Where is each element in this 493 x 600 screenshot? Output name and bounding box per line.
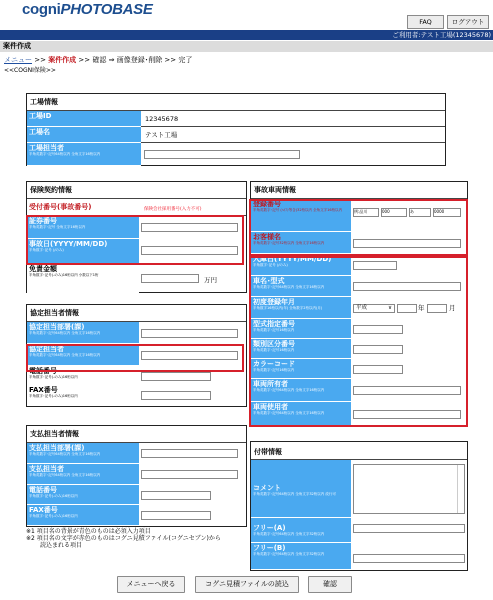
comment-hint: 半角英数字･記号64桁以内 全角文字32桁以内 改行可 (253, 492, 336, 496)
back-to-menu-button[interactable]: メニューへ戻る (117, 576, 185, 593)
confirm-button[interactable]: 確認 (308, 576, 352, 593)
color-code-input[interactable] (353, 365, 403, 374)
adjuster-dept-input[interactable] (141, 329, 238, 338)
accident-date-label-text: 事故日(YYYY/MM/DD) (29, 240, 108, 248)
section-title: 案件作成 (3, 42, 31, 50)
adjuster-title: 協定担当者情報 (27, 305, 246, 322)
policy-number-input[interactable] (141, 223, 238, 232)
factory-panel (26, 93, 446, 166)
factory-id-value: 12345678 (145, 115, 179, 123)
payer-panel (26, 425, 247, 527)
adjuster-dept-label-text: 協定担当部署(課) (29, 323, 85, 331)
policy-hint: 半角英数字･記号 全角文字16桁以内 (29, 225, 86, 229)
model-label (251, 276, 351, 297)
deductible-hint: 半角数字･記号(-のみ)16桁以内 小数以下1桁 (29, 273, 99, 277)
free-a-hint: 半角英数字･記号64桁以内 全角文字32桁以内 (253, 532, 325, 536)
payer-phone-label (27, 485, 139, 505)
customer-name-label (251, 232, 351, 254)
era-select[interactable] (353, 304, 395, 313)
model-hint: 半角英数字･記号64桁以内 全角文字16桁以内 (253, 285, 325, 289)
breadcrumb-sep: >> (32, 56, 49, 64)
reg-class-placeholder: 000 (382, 209, 390, 214)
comment-textarea[interactable] (353, 464, 465, 514)
adjuster-dept-hint: 半角英数字･記号64桁以内 全角文字16桁以内 (29, 331, 101, 335)
factory-id-label: 工場ID (27, 111, 141, 127)
accident-date-input[interactable] (141, 246, 238, 255)
first-reg-label (251, 297, 351, 319)
insurer-subtitle: <<COGNI保険>> (4, 67, 56, 74)
logo (22, 1, 153, 18)
reg-serial-input[interactable] (433, 208, 461, 217)
receipt-label: 受付番号(事故番号) (27, 199, 139, 216)
payer-fax-input[interactable] (141, 511, 211, 520)
type-number-label-text: 型式指定番号 (253, 320, 295, 328)
adjuster-person-label (27, 344, 139, 366)
payer-phone-input[interactable] (141, 491, 211, 500)
customer-name-hint: 半角英数字･記号32桁以内 全角文字16桁以内 (253, 241, 325, 245)
month-unit: 月 (449, 304, 456, 312)
breadcrumb-menu-link[interactable]: メニュー (4, 56, 32, 64)
adjuster-fax-label (27, 385, 139, 406)
receipt-row (27, 199, 246, 216)
type-number-hint: 半角英数字･記号16桁以内 (253, 328, 295, 332)
user-info: ご利用者:テスト工場(12345678) (392, 31, 491, 39)
type-number-label (251, 319, 351, 339)
free-b-label (251, 543, 351, 570)
model-input[interactable] (353, 282, 461, 291)
logo-cogni-text: cogni (22, 1, 61, 18)
factory-name-label: 工場名 (27, 127, 141, 143)
reg-class-input[interactable] (381, 208, 407, 217)
payer-fax-label-text: FAX番号 (29, 506, 58, 514)
payer-dept-input[interactable] (141, 449, 238, 458)
adjuster-fax-hint: 半角数字･記号(-のみ)16桁以内 (29, 394, 78, 398)
vehicle-owner-input[interactable] (353, 386, 461, 395)
receipt-note: 保険会社採用番号(入力不可) (144, 207, 202, 212)
logo-photobase-text: PHOTOBASE (60, 1, 153, 18)
insurance-title: 保険契約情報 (27, 182, 246, 199)
adjuster-dept-label (27, 322, 139, 344)
reg-region-input[interactable] (353, 208, 379, 217)
factory-title: 工場情報 (27, 94, 445, 111)
adjuster-phone-hint: 半角数字･記号(-のみ)16桁以内 (29, 375, 78, 379)
entry-date-label-text: 入庫日(YYYY/MM/DD) (253, 255, 332, 263)
reg-number-label-text: 登録番号 (253, 200, 281, 208)
adjuster-phone-label (27, 366, 139, 385)
adjuster-person-label-text: 協定担当者 (29, 345, 64, 353)
breadcrumb (4, 55, 192, 65)
vehicle-user-label (251, 402, 351, 426)
class-number-hint: 半角英数字･記号16桁以内 (253, 348, 295, 352)
breadcrumb-arrow: ⇒ (106, 56, 117, 64)
breadcrumb-images: 画像登録･削除 (116, 56, 163, 64)
extra-panel (250, 441, 468, 571)
first-reg-month-input[interactable] (427, 304, 447, 313)
free-b-input[interactable] (353, 554, 465, 563)
deductible-label-text: 免責金額 (29, 265, 57, 273)
policy-label (27, 216, 139, 239)
free-b-label-text: フリー(B) (253, 544, 286, 552)
entry-date-input[interactable] (353, 261, 397, 270)
first-reg-hint: 半角数字16桁以内(年) 全角数字2桁以内(月) (253, 306, 323, 310)
note-required: ※1 項目名の背景が青色のものは必須入力項目 (26, 528, 151, 535)
class-number-input[interactable] (353, 345, 403, 354)
payer-phone-label-text: 電話番号 (29, 486, 57, 494)
breadcrumb-sep: >> (162, 56, 179, 64)
payer-fax-hint: 半角数字･記号(-のみ)16桁以内 (29, 514, 78, 518)
payer-person-label (27, 464, 139, 485)
policy-label-text: 証券番号 (29, 217, 57, 225)
first-reg-year-input[interactable] (397, 304, 417, 313)
faq-button[interactable]: FAQ (407, 15, 444, 29)
payer-dept-hint: 半角英数字･記号64桁以内 全角文字16桁以内 (29, 452, 101, 456)
free-b-hint: 半角英数字･記号64桁以内 全角文字32桁以内 (253, 552, 325, 556)
logout-button[interactable]: ログアウト (447, 15, 489, 29)
payer-person-label-text: 支払担当者 (29, 465, 64, 473)
vehicle-title: 事故車両情報 (251, 182, 467, 199)
entry-date-label (251, 254, 351, 276)
first-reg-label-text: 初度登録年月 (253, 298, 295, 306)
load-cogni-file-button[interactable]: コグニ見積ファイルの読込 (195, 576, 299, 593)
user-bar (0, 30, 493, 40)
free-a-label (251, 518, 351, 543)
vehicle-user-hint: 半角英数字･記号64桁以内 全角文字16桁以内 (253, 411, 325, 415)
class-number-label (251, 339, 351, 359)
adjuster-panel (26, 304, 247, 407)
color-code-hint: 半角英数字･記号16桁以内 (253, 368, 295, 372)
factory-person-hint: 半角英数字･記号64桁以内 全角文字16桁以内 (29, 152, 101, 156)
accident-date-label (27, 239, 139, 264)
free-a-input[interactable] (353, 524, 465, 533)
reg-region-placeholder: 例:品川 (354, 209, 368, 214)
accident-date-hint: 半角数字･記号 (/のみ) (29, 248, 64, 252)
entry-date-hint: 半角数字･記号 (/のみ) (253, 263, 288, 267)
vehicle-panel (250, 181, 468, 427)
payer-fax-label (27, 505, 139, 526)
reg-serial-placeholder: 0000 (434, 209, 445, 214)
type-number-input[interactable] (353, 325, 403, 334)
note-cogni-file-cont: 読込まれる項目 (40, 542, 83, 549)
deductible-input[interactable] (141, 274, 199, 283)
customer-name-input[interactable] (353, 239, 461, 248)
year-unit: 年 (418, 304, 425, 312)
color-code-label-text: カラーコード (253, 360, 295, 368)
model-label-text: 車名･型式 (253, 277, 285, 285)
reg-kana-placeholder: あ (410, 209, 414, 214)
customer-name-label-text: お客様名 (253, 233, 281, 241)
breadcrumb-done: 完了 (178, 56, 193, 64)
era-value: 平成 (356, 305, 368, 311)
adjuster-person-input[interactable] (141, 351, 238, 360)
chevron-down-icon: ∨ (387, 305, 392, 311)
adjuster-fax-input[interactable] (141, 391, 211, 400)
payer-person-hint: 半角英数字･記号64桁以内 全角文字16桁以内 (29, 473, 101, 477)
vehicle-user-input[interactable] (353, 410, 461, 419)
adjuster-fax-label-text: FAX番号 (29, 386, 58, 394)
reg-number-hint: 半角英数字･記号 (ﾊｲﾌﾝ等含)32桁以内 全角文字16桁以内 (253, 208, 343, 212)
vehicle-owner-hint: 半角英数字･記号64桁以内 全角文字16桁以内 (253, 388, 325, 392)
breadcrumb-confirm: 確認 (92, 56, 107, 64)
section-title-bar (0, 41, 493, 52)
factory-person-input[interactable] (144, 150, 300, 159)
deductible-unit: 万円 (204, 276, 217, 284)
factory-person-label-text: 工場担当者 (29, 144, 64, 152)
insurance-panel (26, 181, 247, 293)
reg-kana-input[interactable] (409, 208, 431, 217)
comment-label (251, 460, 351, 518)
comment-label-text: コメント (253, 484, 281, 492)
adjuster-person-hint: 半角英数字･記号64桁以内 全角文字16桁以内 (29, 353, 101, 357)
factory-person-label (27, 143, 141, 166)
class-number-label-text: 類別区分番号 (253, 340, 295, 348)
note-cogni-file: ※2 項目名の文字が赤色のものはコグニ見積ファイル(コグニセブン)から (26, 535, 221, 542)
comment-scrollbar[interactable] (457, 465, 464, 513)
vehicle-user-label-text: 車両使用者 (253, 403, 288, 411)
payer-title: 支払担当者情報 (27, 426, 246, 443)
vehicle-owner-label-text: 車両所有者 (253, 380, 288, 388)
vehicle-owner-label (251, 379, 351, 402)
reg-number-label (251, 199, 351, 232)
color-code-label (251, 359, 351, 379)
free-a-label-text: フリー(A) (253, 524, 286, 532)
deductible-label (27, 264, 139, 293)
payer-dept-label (27, 443, 139, 464)
adjuster-phone-input[interactable] (141, 372, 211, 381)
extra-title: 付帯情報 (251, 442, 467, 460)
breadcrumb-sep: >> (76, 56, 93, 64)
factory-name-value: テスト工場 (145, 131, 178, 139)
adjuster-phone-label-text: 電話番号 (29, 367, 57, 375)
payer-phone-hint: 半角数字･記号(-のみ)16桁以内 (29, 494, 78, 498)
payer-person-input[interactable] (141, 470, 238, 479)
payer-dept-label-text: 支払担当部署(課) (29, 444, 85, 452)
breadcrumb-current: 案件作成 (48, 56, 77, 64)
